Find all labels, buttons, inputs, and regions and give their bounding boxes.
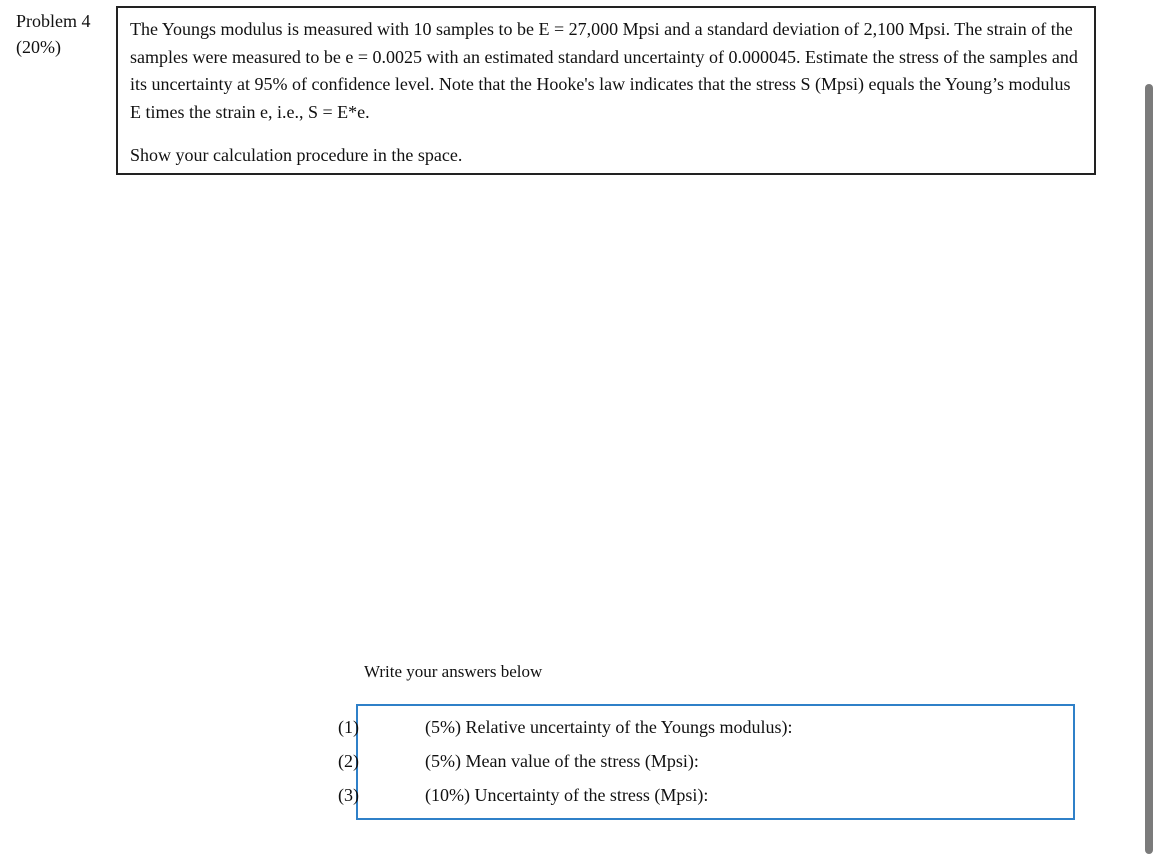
problem-weight: (20%): [16, 37, 61, 57]
answer-number: (3): [338, 785, 359, 805]
answer-label: (10%) Uncertainty of the stress (Mpsi):: [425, 785, 709, 805]
calculation-instruction: Show your calculation procedure in the space.: [130, 145, 463, 165]
scrollbar-thumb[interactable]: [1145, 84, 1153, 854]
vertical-scrollbar[interactable]: [1144, 0, 1157, 847]
answers-heading: Write your answers below: [364, 662, 543, 681]
problem-statement-box: [116, 6, 1096, 175]
problem-label: [16, 8, 91, 60]
answer-number: (1): [338, 717, 359, 737]
problem-title: Problem 4: [16, 11, 91, 31]
problem-statement: The Youngs modulus is measured with 10 samples to be E = 27,000 Mpsi and a standard deviation of 2,100 Mpsi. The strain of the samples were measured to be e = 0.0025 with an estimated standard uncertainty of 0.000045. Estimate the stress of the samples and its uncertainty at 95% of confidence level. Note that the Hooke's law indicates that the stress S (Mpsi) equals the Young’s modulus E times the strain e, i.e., S = E*e.: [130, 19, 1078, 122]
answer-number: (2): [338, 751, 359, 771]
answer-label: (5%) Relative uncertainty of the Youngs modulus):: [425, 717, 793, 737]
answer-label: (5%) Mean value of the stress (Mpsi):: [425, 751, 699, 771]
